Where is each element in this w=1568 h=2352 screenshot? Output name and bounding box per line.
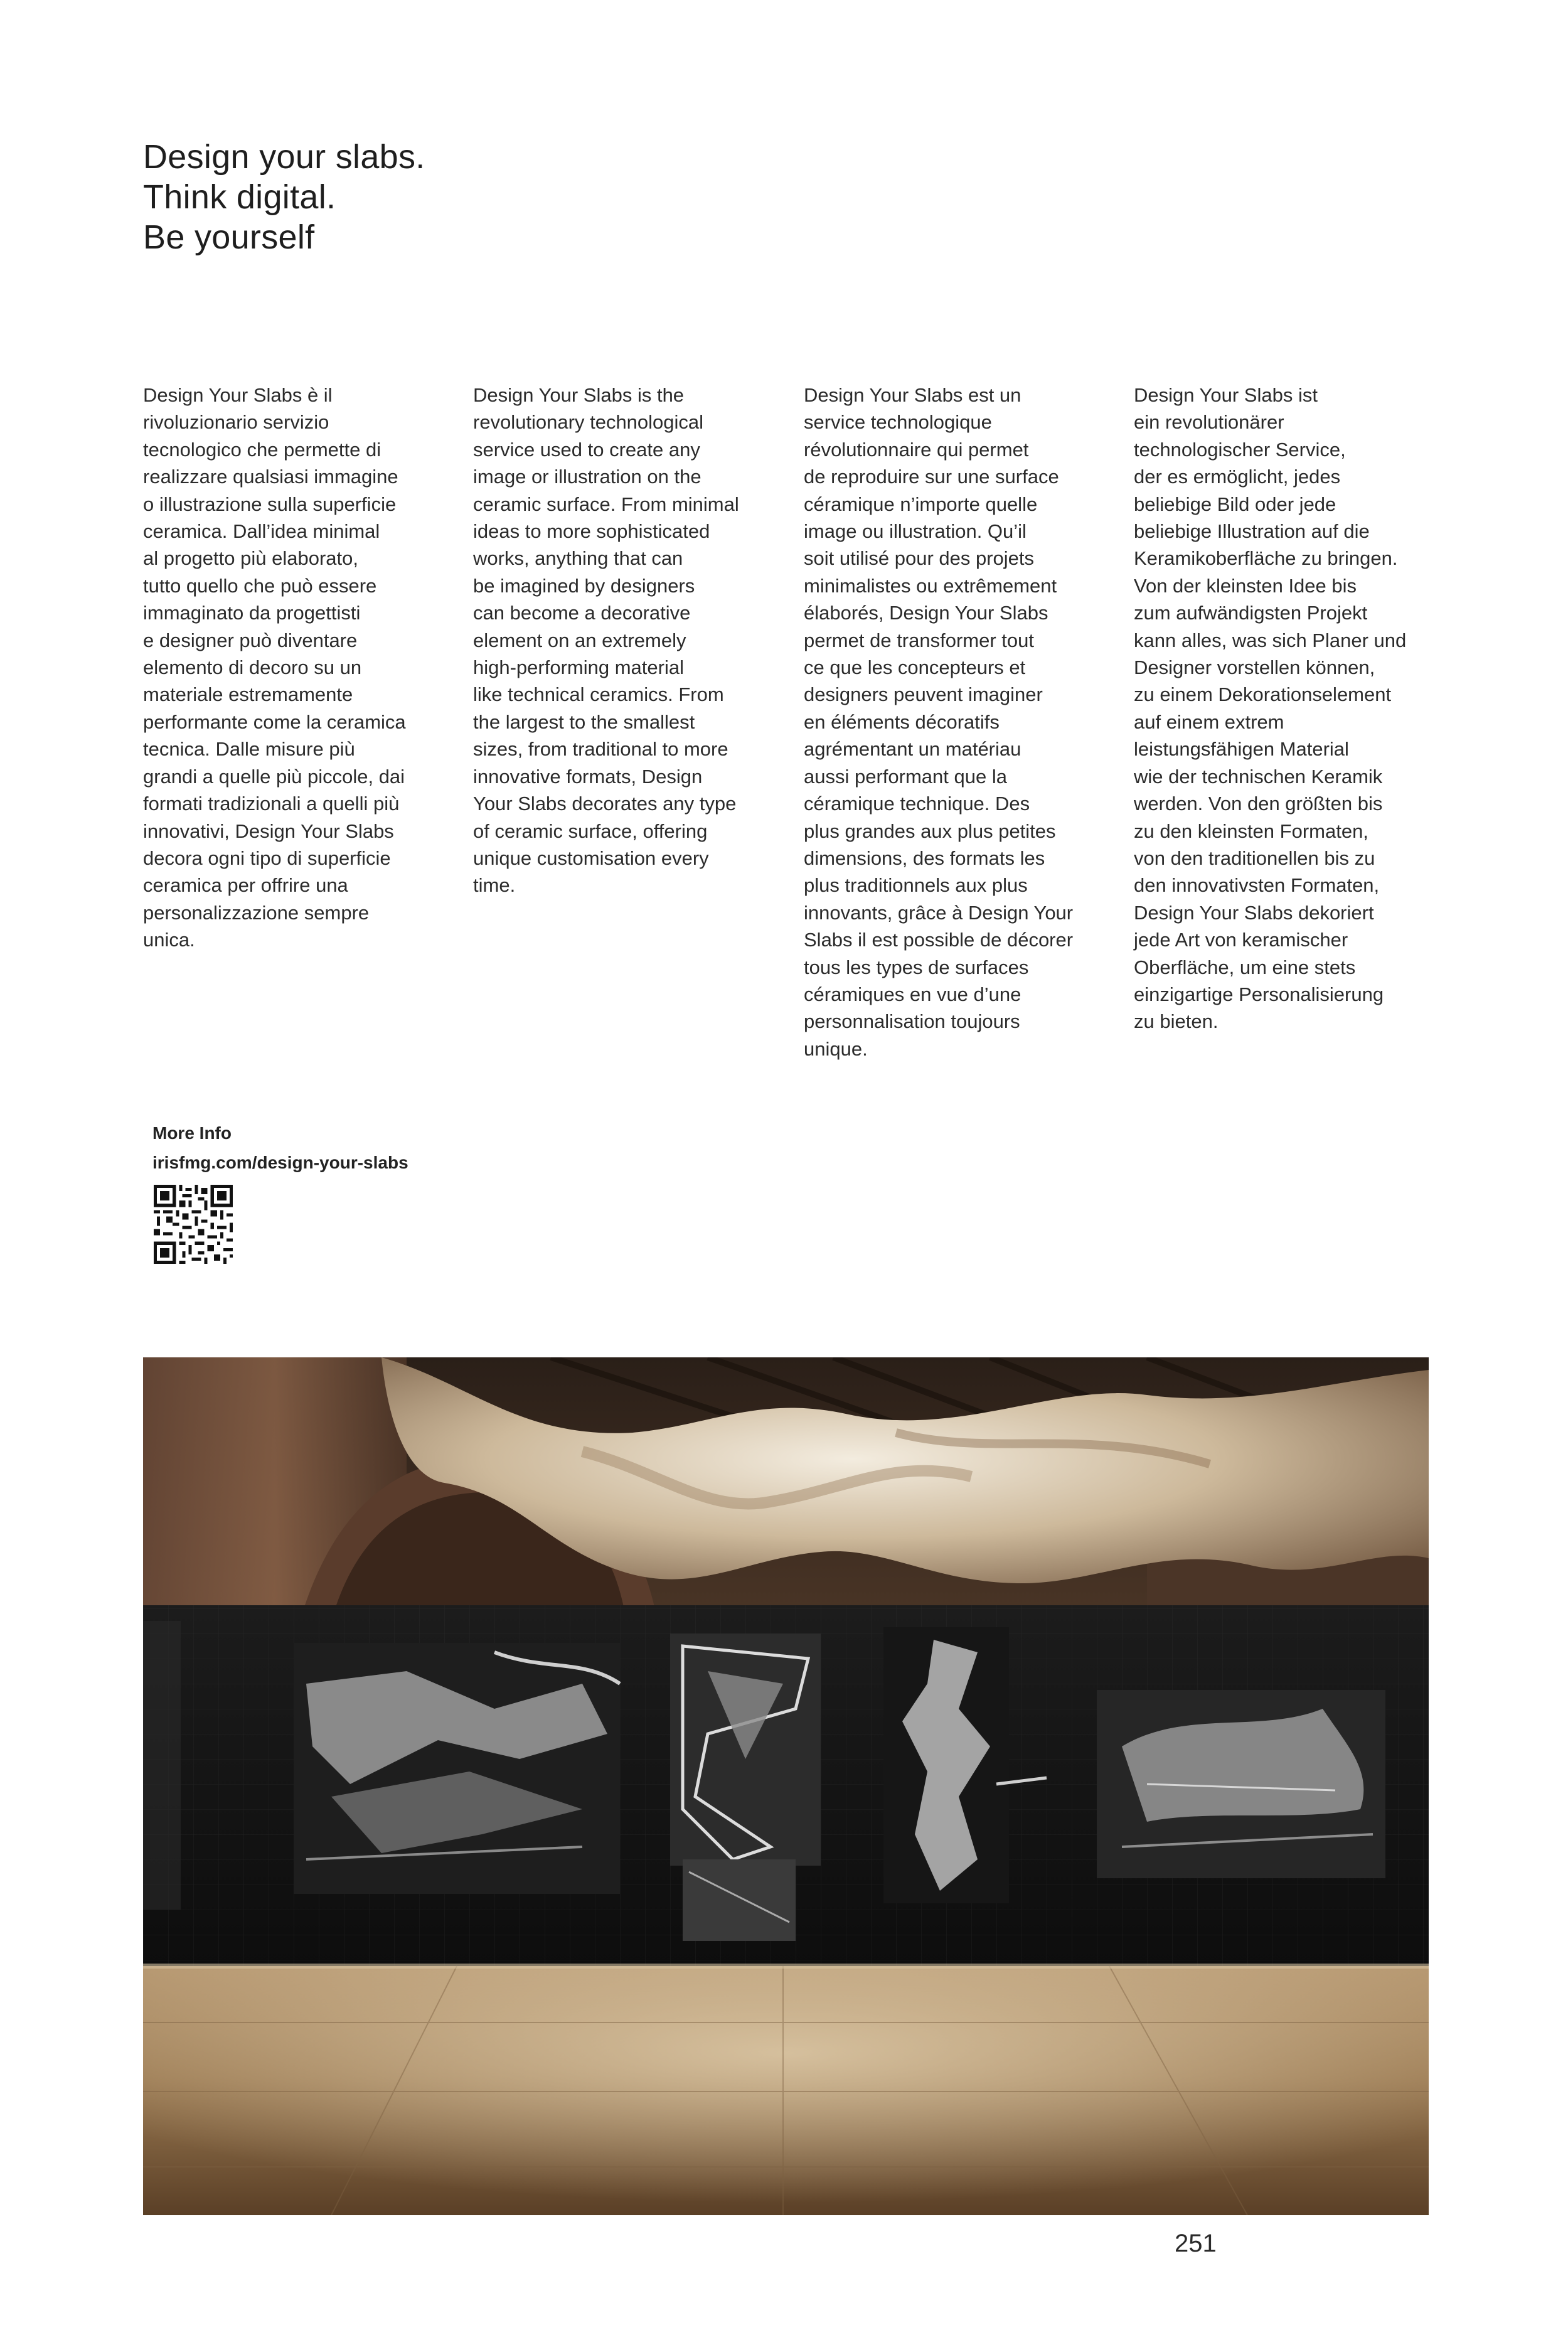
- page-number: 251: [1175, 2230, 1217, 2257]
- page-headline: [143, 137, 896, 257]
- body-text-english: Design Your Slabs is the revolutionary technological service used to create any image or illustration on the ceramic surface. From minimal ideas to more sophisticated works, anything that can be imagined by designers can become a decorative element on an extremely high-performing material like technical ceramics. From the largest to the smallest sizes, from traditional to more innovative formats, Design Your Slabs decorates any type of ceramic surface, offering unique customisation every time.: [473, 384, 739, 897]
- more-info-block: [152, 1118, 408, 1177]
- headline-line-3: Be yourself: [143, 218, 315, 256]
- more-info-label: More Info: [152, 1123, 232, 1143]
- more-info-link[interactable]: irisfmg.com/design-your-slabs: [152, 1153, 408, 1172]
- body-text-french: Design Your Slabs est un service technologique révolutionnaire qui permet de reproduire sur une surface céramique n’importe quelle image ou illustration. Qu’il soit utilisé pour des projets minimalistes ou extrêmement élaborés, Design Your Slabs permet de transformer tout ce que les concepteurs et designers peuvent imaginer en éléments décoratifs agrémentant un matériau aussi performant que la céramique technique. Des plus grandes aux plus petites dimensions, des formats les plus traditionnels aux plus innovants, grâce à Design Your Slabs il est possible de décorer tous les types de surfaces céramiques en vue d’une personnalisation toujours unique.: [804, 384, 1074, 1060]
- headline-line-2: Think digital.: [143, 178, 336, 216]
- body-text-german: Design Your Slabs ist ein revolutionärer technologischer Service, der es ermöglicht, jedes beliebige Bild oder jede beliebige Illustration auf die Keramikoberfläche zu bringen. Von der kleinsten Idee bis zum aufwändigsten Projekt kann alles, was sich Planer und Designer vorstellen können, zu einem Dekorationselement auf einem extrem leistungsfähigen Material wie der technischen Keramik werden. Von den größten bis zu den kleinsten Formaten, von den traditionellen bis zu den innovativsten Formaten, Design Your Slabs dekoriert jede Art von keramischer Oberfläche, um eine stets einzigartige Personalisierung zu bieten.: [1134, 384, 1407, 1033]
- qr-code-icon[interactable]: [154, 1185, 233, 1264]
- headline-line-1: Design your slabs.: [143, 138, 425, 176]
- exhibition-hall-photo: [143, 1357, 1429, 2215]
- body-text-italian: Design Your Slabs è il rivoluzionario servizio tecnologico che permette di realizzare qualsiasi immagine o illustrazione sulla superficie ceramica. Dall’idea minimal al progetto più elaborato, tutto quello che può essere immaginato da progettisti e designer può diventare elemento di decoro su un materiale estremamente performante come la ceramica tecnica. Dalle misure più grandi a quelle più piccole, dai formati tradizionali a quelli più innovativi, Design Your Slabs decora ogni tipo di superficie ceramica per offrire una personalizzazione sempre unica.: [143, 384, 406, 951]
